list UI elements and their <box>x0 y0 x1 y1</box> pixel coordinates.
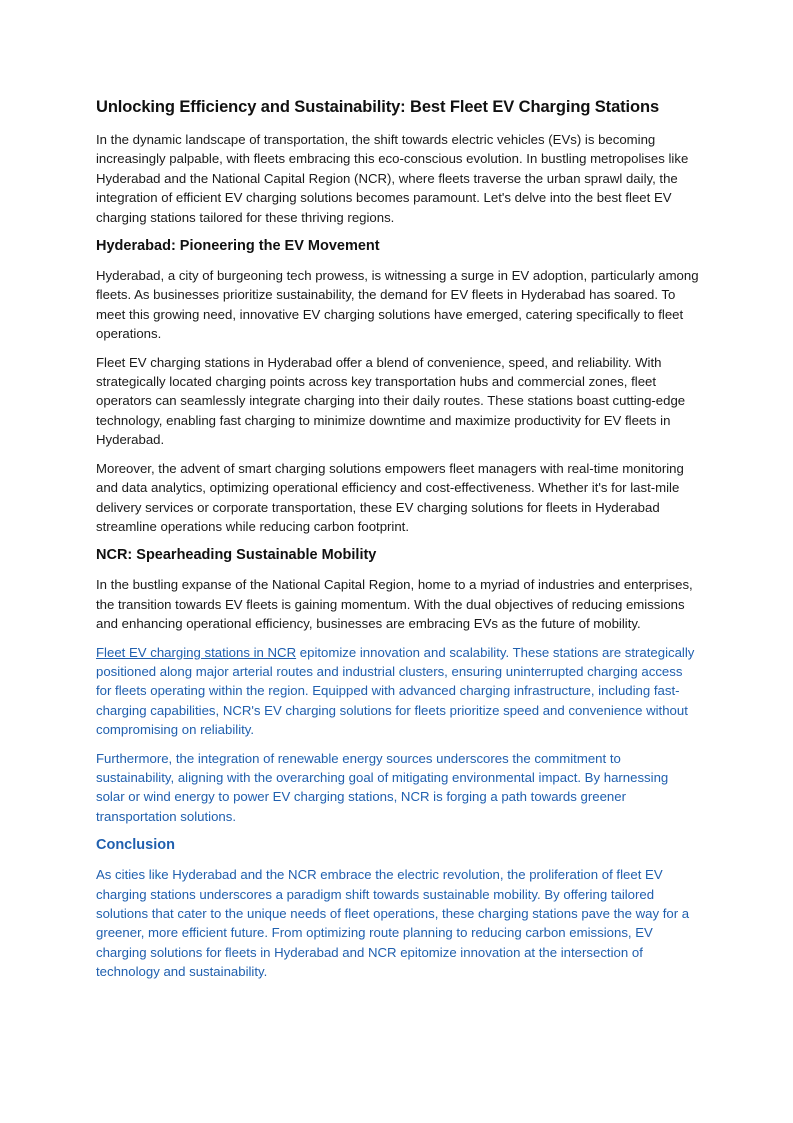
ncr-charging-stations-link[interactable]: Fleet EV charging stations in NCR <box>96 644 297 660</box>
hyderabad-paragraph-3: Moreover, the advent of smart charging solutions empowers fleet managers with real-time monitoring and data analytics, optimizing operational efficiency and cost-effectiveness. Whether it's for last-mile delivery services or corporate transportation, these EV charging solutions for fleets in Hyderabad streamline operations while reducing carbon footprint. <box>96 460 684 534</box>
ncr-paragraph-3: Furthermore, the integration of renewable energy sources underscores the commitment to sustainability, aligning with the overarching goal of mitigating environmental impact. By harnessing solar or wind energy to power EV charging stations, NCR is forging a path towards greener transportation solutions. <box>96 750 669 824</box>
intro-paragraph: In the dynamic landscape of transportation, the shift towards electric vehicles (EVs) is becoming increasingly palpable, with fleets embracing this eco-conscious evolution. In bustling metropolises like Hyderabad and the National Capital Region (NCR), where fleets traverse the urban sprawl daily, the integration of efficient EV charging solutions becomes paramount. Let's delve into the best fleet EV charging stations tailored for these thriving regions. <box>96 132 689 225</box>
page-title: Unlocking Efficiency and Sustainability: Best Fleet EV Charging Stations <box>96 98 660 116</box>
ncr-heading: NCR: Spearheading Sustainable Mobility <box>96 547 377 564</box>
ncr-paragraph-2 <box>96 643 699 740</box>
hyderabad-paragraph-2: Fleet EV charging stations in Hyderabad offer a blend of convenience, speed, and reliability. With strategically located charging points across key transportation hubs and commercial zones, fleet operators can seamlessly integrate charging into their daily routes. These stations boast cutting-edge technology, enabling fast charging to minimize downtime and maximize productivity for EV fleets in Hyderabad. <box>96 354 686 448</box>
conclusion-heading: Conclusion <box>96 837 175 854</box>
hyderabad-heading: Hyderabad: Pioneering the EV Movement <box>96 238 380 255</box>
conclusion-paragraph: As cities like Hyderabad and the NCR embrace the electric revolution, the proliferation of fleet EV charging stations underscores a paradigm shift towards sustainable mobility. By offering tailored solutions that cater to the unique needs of fleet operations, these charging stations pave the way for a greener, more efficient future. From optimizing route planning to reducing carbon emissions, EV charging solutions for fleets in Hyderabad and NCR epitomize innovation at the intersection of technology and sustainability. <box>96 867 690 980</box>
ncr-paragraph-1: In the bustling expanse of the National Capital Region, home to a myriad of industries and enterprises, the transition towards EV fleets is gaining momentum. With the dual objectives of reducing emissions and enhancing operational efficiency, businesses are embracing EVs as the future of mobility. <box>96 577 693 632</box>
ncr-paragraph-2-text: epitomize innovation and scalability. These stations are strategically positioned along major arterial routes and industrial clusters, ensuring uninterrupted charging access for fleets operating within the region. Equipped with advanced charging infrastructure, including fast-charging capabilities, NCR's EV charging solutions for fleets prioritize speed and convenience without compromising on reliability. <box>96 644 695 738</box>
hyderabad-paragraph-1: Hyderabad, a city of burgeoning tech prowess, is witnessing a surge in EV adoption, particularly among fleets. As businesses prioritize sustainability, the demand for EV fleets in Hyderabad has soared. To meet this growing need, innovative EV charging solutions have emerged, catering specifically to fleet operations. <box>96 268 699 342</box>
